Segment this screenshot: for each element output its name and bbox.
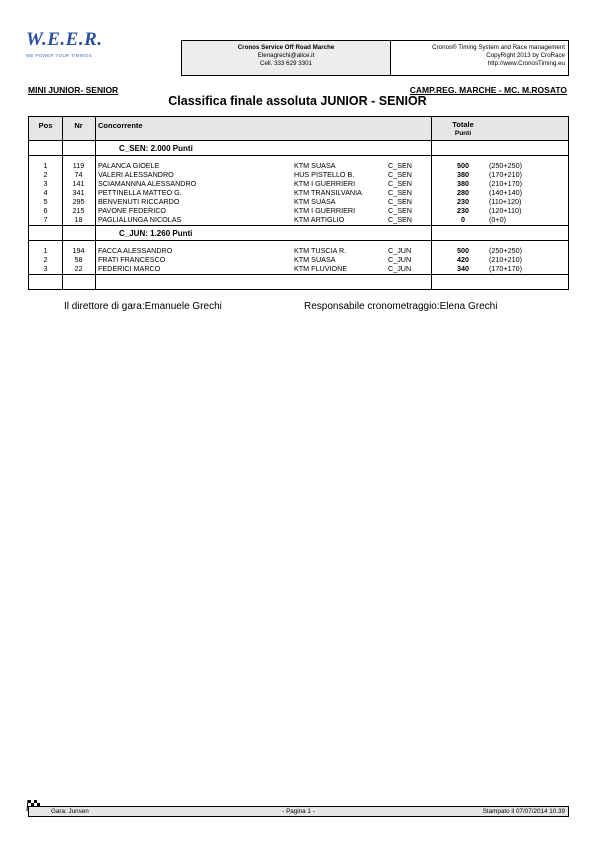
cell-pos: 5 [43, 197, 48, 206]
group-label: C_SEN: 2.000 Punti [119, 144, 193, 153]
group-label: C_JUN: 1.260 Punti [119, 229, 193, 238]
cell-nr: 215 [72, 206, 85, 215]
cell-pos: 2 [43, 170, 48, 179]
logo-text: W.E.E.R. [26, 29, 103, 50]
timing-copyright: CopyRight 2013 by CroRace [486, 52, 565, 59]
cell-pos: 3 [43, 179, 48, 188]
cell-detail: (250+250) [489, 161, 522, 170]
table-row [29, 188, 568, 197]
page-footer [28, 806, 569, 817]
cell-name: PAVONE FEDERICO [98, 206, 167, 215]
col-total: Totale [452, 120, 474, 129]
table-row [29, 255, 568, 264]
cell-points: 500 [457, 161, 469, 170]
table-row [29, 161, 568, 170]
table-header [29, 117, 568, 141]
cell-points: 500 [457, 246, 469, 255]
cell-pos: 7 [43, 215, 48, 224]
table-row [29, 246, 568, 255]
col-pos: Pos [38, 121, 53, 130]
organizer-email: Elenagrechi@alice.it [257, 52, 315, 59]
logo-tagline: WE POWER YOUR TIMINGS [26, 53, 92, 58]
cell-detail: (250+250) [489, 246, 522, 255]
table-row [29, 264, 568, 273]
cell-points: 380 [457, 179, 469, 188]
race-director: Il direttore di gara:Emanuele Grechi [64, 301, 222, 312]
cell-points: 380 [457, 170, 469, 179]
table-row [29, 170, 568, 179]
organizer-name: Cronos Service Off Road Marche [237, 44, 335, 51]
cell-detail: (120+110) [489, 206, 522, 215]
cell-pos: 1 [43, 246, 48, 255]
cell-name: BENVENUTI RICCARDO [98, 197, 180, 206]
cell-team: KTM SUASA [294, 197, 336, 206]
cell-detail: (210+170) [489, 179, 522, 188]
cell-team: KTM SUASA [294, 255, 336, 264]
cell-name: FACCA ALESSANDRO [98, 246, 173, 255]
organizer-phone: Cell. 333 629 3301 [260, 60, 312, 67]
cell-points: 0 [461, 215, 465, 224]
cell-nr: 18 [74, 215, 83, 224]
cell-detail: (110+120) [489, 197, 522, 206]
table-row [29, 206, 568, 215]
cell-class: C_SEN [388, 161, 412, 170]
cell-pos: 3 [43, 264, 48, 273]
championship-header: CAMP.REG. MARCHE - MC. M.ROSATO [409, 85, 567, 95]
cell-nr: 58 [74, 255, 83, 264]
cell-pos: 4 [43, 188, 48, 197]
timing-system: Cronos® Timing System and Race management [432, 44, 565, 51]
cell-nr: 119 [72, 161, 85, 170]
table-row [29, 215, 568, 224]
footer-page: - Pagina 1 - [282, 808, 315, 815]
cell-points: 230 [457, 206, 469, 215]
cell-class: C_SEN [388, 215, 412, 224]
row-divider [29, 225, 568, 226]
page-title: Classifica finale assoluta JUNIOR - SENIOR [168, 94, 427, 108]
cell-name: FEDERICI MARCO [98, 264, 161, 273]
cell-team: KTM I GUERRIERI [294, 179, 356, 188]
cell-nr: 295 [72, 197, 85, 206]
cell-nr: 141 [72, 179, 85, 188]
cell-name: SCIAMANNNA ALESSANDRO [98, 179, 197, 188]
info-box [181, 40, 569, 76]
weer-logo [26, 30, 116, 64]
footer-race: Gara: Junsen [51, 808, 89, 815]
cell-name: FRATI FRANCESCO [98, 255, 166, 264]
cell-name: VALERI ALESSANDRO [98, 170, 174, 179]
cell-pos: 1 [43, 161, 48, 170]
cell-team: HUS PISTELLO B. [294, 170, 355, 179]
col-nr: Nr [74, 121, 83, 130]
cell-class: C_SEN [388, 179, 412, 188]
cell-points: 340 [457, 264, 469, 273]
cell-nr: 22 [74, 264, 83, 273]
table-row [29, 197, 568, 206]
timing-url: http://www.CronosTiming.eu [487, 60, 565, 67]
col-name: Concorrente [98, 121, 143, 130]
timing-manager: Responsabile cronometraggio:Elena Grechi [304, 301, 498, 312]
row-divider [29, 274, 568, 275]
cell-team: KTM I GUERRIERI [294, 206, 356, 215]
cell-team: KTM TUSCIA R. [294, 246, 347, 255]
cell-class: C_SEN [388, 188, 412, 197]
organizer-info [182, 41, 391, 75]
cell-nr: 74 [74, 170, 83, 179]
cell-detail: (170+170) [489, 264, 522, 273]
cell-name: PAGLIALUNGA NICOLAS [98, 215, 182, 224]
cell-class: C_JUN [388, 255, 412, 264]
cell-points: 230 [457, 197, 469, 206]
table-row [29, 179, 568, 188]
cell-name: PALANCA GIOELE [98, 161, 160, 170]
category-header: MINI JUNIOR- SENIOR [28, 85, 119, 95]
cell-class: C_SEN [388, 197, 412, 206]
cell-class: C_JUN [388, 246, 412, 255]
cell-team: KTM TRANSILVANIA [294, 188, 362, 197]
cell-team: KTM SUASA [294, 161, 336, 170]
cell-team: KTM ARTIGLIO [294, 215, 345, 224]
cell-nr: 341 [72, 188, 85, 197]
cell-detail: (170+210) [489, 170, 522, 179]
row-divider [29, 155, 568, 156]
cell-detail: (140+140) [489, 188, 522, 197]
cell-class: C_SEN [388, 206, 412, 215]
footer-printed: Stampato il 07/07/2014 10.39 [482, 808, 565, 815]
results-table [28, 116, 569, 290]
cell-pos: 6 [43, 206, 48, 215]
cell-pos: 2 [43, 255, 48, 264]
col-points: Punti [454, 130, 472, 137]
cell-team: KTM FLUVIONE [294, 264, 348, 273]
cell-nr: 194 [72, 246, 85, 255]
cell-detail: (0+0) [489, 215, 506, 224]
cell-class: C_SEN [388, 170, 412, 179]
cell-name: PETTINELLA MATTEO G. [98, 188, 182, 197]
timing-info [391, 41, 568, 75]
cell-detail: (210+210) [489, 255, 522, 264]
cell-points: 420 [457, 255, 469, 264]
cell-points: 280 [457, 188, 469, 197]
row-divider [29, 240, 568, 241]
cell-class: C_JUN [388, 264, 412, 273]
